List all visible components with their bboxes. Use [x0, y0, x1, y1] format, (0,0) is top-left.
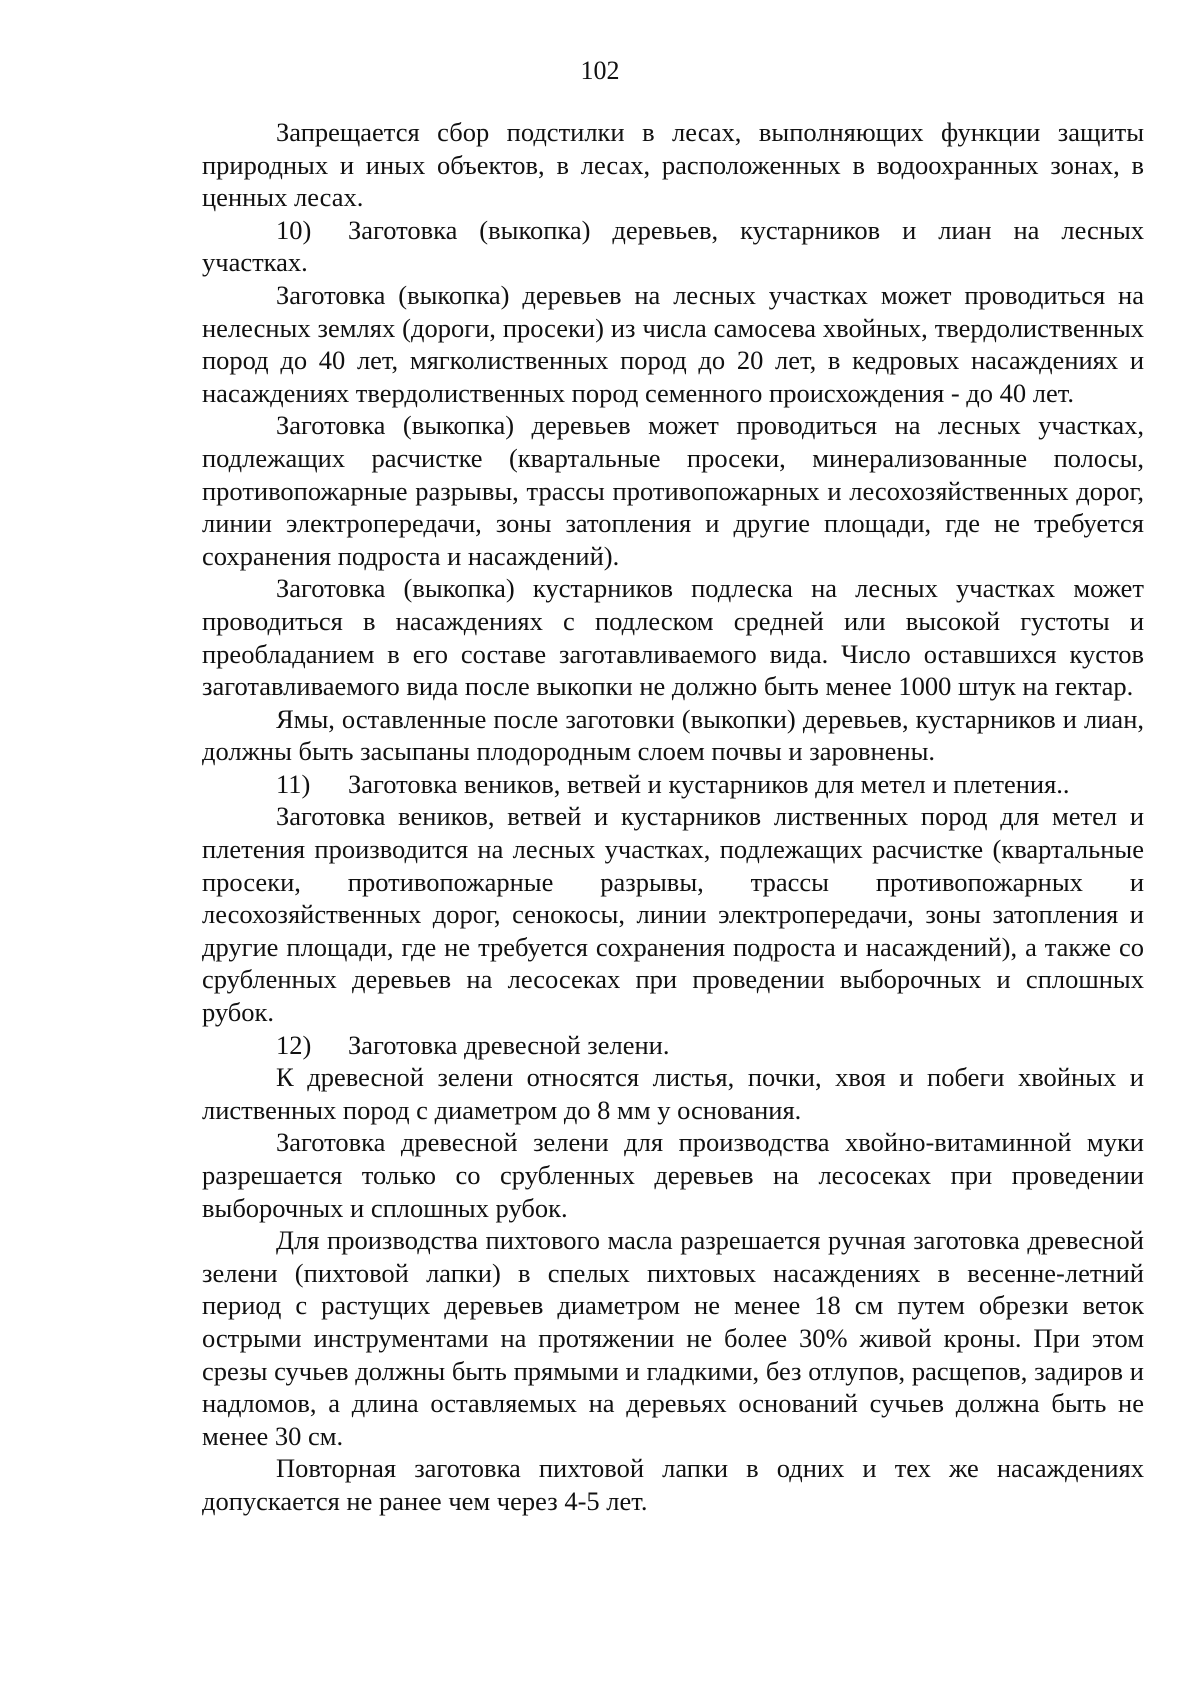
paragraph: Для производства пихтового масла разрешается ручная заготовка древесной зелени (пихтовой лапки) в спелых пихтовых насаждениях в весенне-летний период с растущих деревьев диаметром не менее 18 см путем обрезки веток острыми инструментами на протяжении не более 30% живой кроны. При этом срезы сучьев должны быть прямыми и гладкими, без отлупов, расщепов, задиров и надломов, а длина оставляемых на деревьях оснований сучьев должна быть не менее 30 см.: [202, 1225, 1144, 1451]
paragraph: Заготовка (выкопка) деревьев на лесных участках может проводиться на нелесных землях (дороги, просеки) из числа самосева хвойных, твердолиственных пород до 40 лет, мягколиственных пород до 20 лет, в кедровых насаждениях и насаждениях твердолиственных пород семенного происхождения - до 40 лет.: [202, 279, 1144, 408]
numbered-item: [202, 1029, 1144, 1062]
paragraph: Заготовка веников, ветвей и кустарников лиственных пород для метел и плетения производится на лесных участках, подлежащих расчистке (квартальные просеки, противопожарные разрывы, трассы противопожарных и лесохозяйственных дорог, сенокосы, линии электропередачи, зоны затопления и другие площади, где не требуется сохранения подроста и насаждений), а также со срубленных деревьев на лесосеках при проведении выборочных и сплошных рубок.: [202, 801, 1144, 1028]
item-text: Заготовка веников, ветвей и кустарников для метел и плетения..: [348, 768, 1070, 799]
numbered-item: [202, 214, 1144, 279]
page-number: 102: [580, 56, 620, 85]
paragraph: К древесной зелени относятся листья, почки, хвоя и побеги хвойных и лиственных пород с диаметром до 8 мм у основания.: [202, 1062, 1144, 1125]
paragraph: Ямы, оставленные после заготовки (выкопки) деревьев, кустарников и лиан, должны быть засыпаны плодородным слоем почвы и заровнены.: [202, 703, 1144, 767]
paragraph: Заготовка (выкопка) кустарников подлеска на лесных участках может проводиться в насаждениях с подлеском средней или высокой густоты и преобладанием в его составе заготавливаемого вида. Число оставшихся кустов заготавливаемого вида после выкопки не должно быть менее 1000 штук на гектар.: [202, 573, 1144, 702]
item-number: 11): [276, 768, 311, 799]
numbered-item: [202, 768, 1144, 801]
item-text: Заготовка древесной зелени.: [348, 1029, 670, 1060]
document-body: [202, 116, 1144, 1518]
item-number: 10): [276, 214, 312, 245]
item-text: Заготовка (выкопка) деревьев, кустарников и лиан на лесных участках.: [202, 214, 1144, 278]
paragraph: Повторная заготовка пихтовой лапки в одних и тех же насаждениях допускается не ранее чем через 4-5 лет.: [202, 1453, 1144, 1516]
paragraph: Запрещается сбор подстилки в лесах, выполняющих функции защиты природных и иных объектов, в лесах, расположенных в водоохранных зонах, в ценных лесах.: [202, 117, 1144, 213]
paragraph: Заготовка (выкопка) деревьев может проводиться на лесных участках, подлежащих расчистке (квартальные просеки, минерализованные полосы, противопожарные разрывы, трассы противопожарных и лесохозяйственных дорог, линии электропередачи, зоны затопления и другие площади, где не требуется сохранения подроста и насаждений).: [202, 410, 1144, 571]
item-number: 12): [276, 1029, 312, 1060]
paragraph: Заготовка древесной зелени для производства хвойно-витаминной муки разрешается только со срубленных деревьев на лесосеках при проведении выборочных и сплошных рубок.: [202, 1127, 1144, 1223]
